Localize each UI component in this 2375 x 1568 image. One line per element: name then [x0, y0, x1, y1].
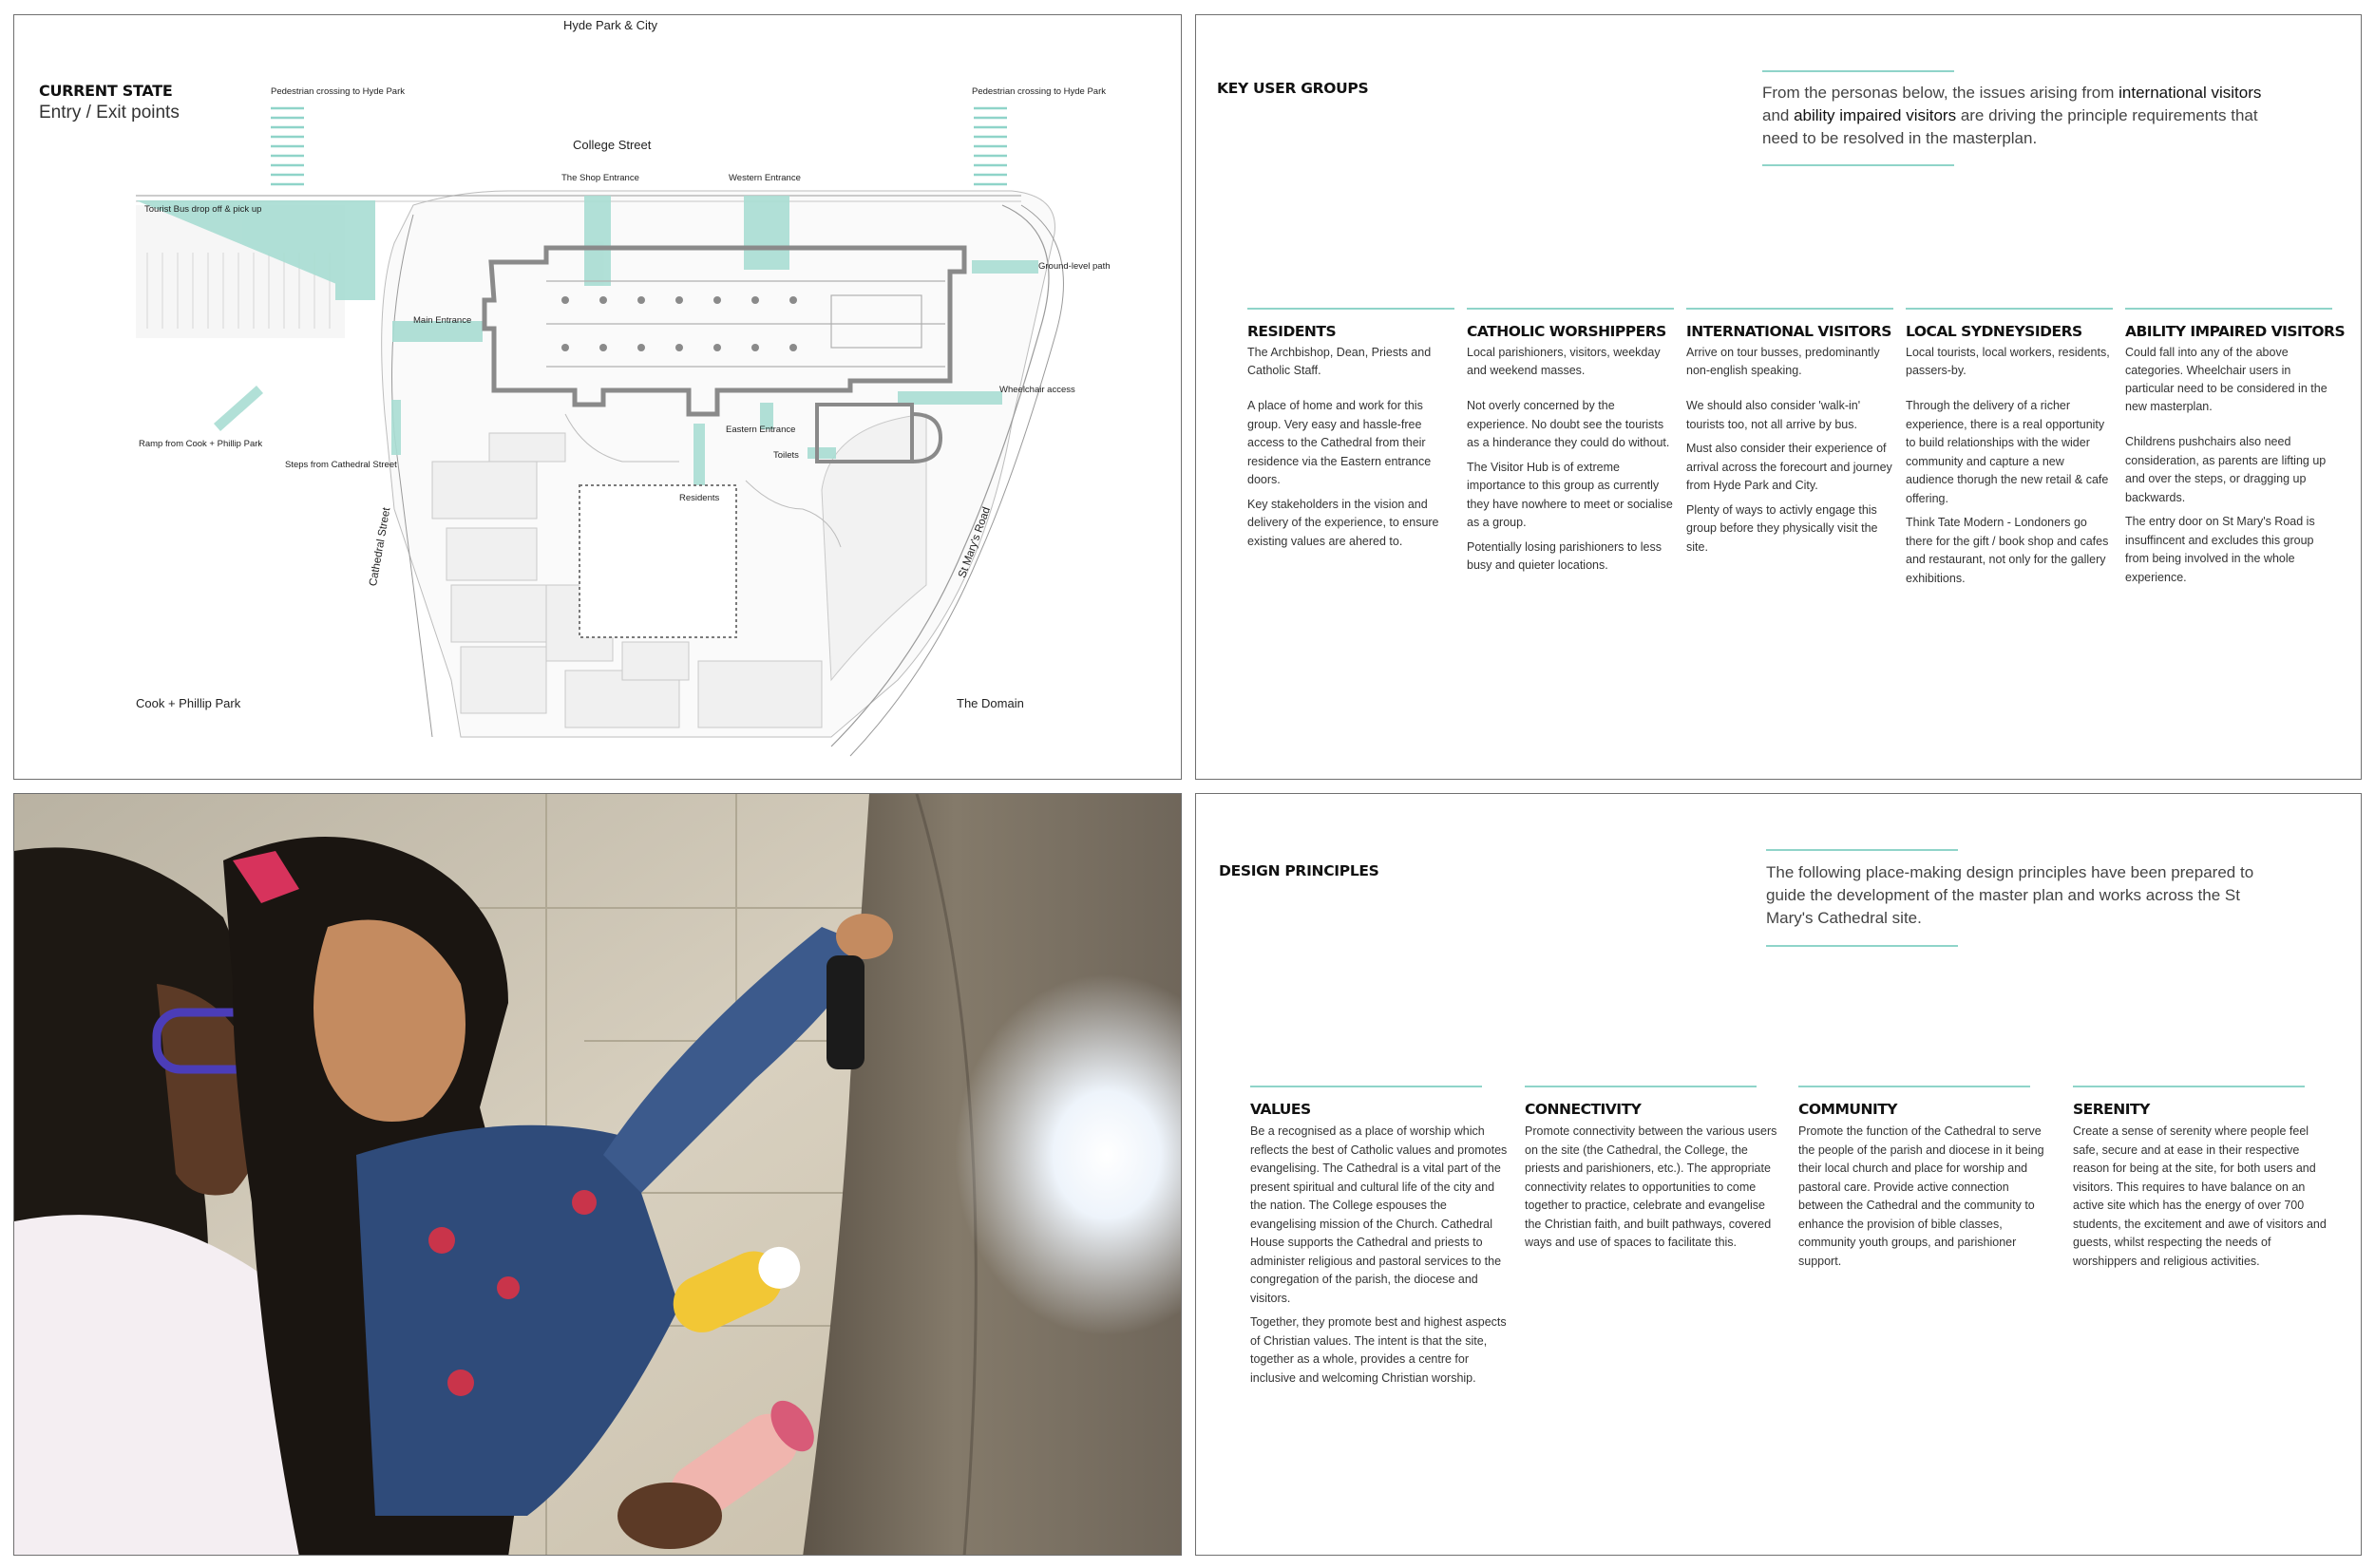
- label-pedestrian-left: Pedestrian crossing to Hyde Park: [271, 86, 405, 97]
- user-group-ability-impaired: ABILITY IMPAIRED VISITORS Could fall into any of the above categories. Wheelchair users in particular need to be considered in the new masterplan. Childrens pushchairs also need consideration, as parents are lifting up and over the steps, or dragging up backwards. The entry door on St Mary's Road is insuffincent and excludes this group from being involved in the whole experience.: [2125, 308, 2332, 593]
- user-groups-intro: From the personas below, the issues arising from international visitors and ability impaired visitors are driving the principle requirements that need to be resolved in the masterplan.: [1762, 84, 2262, 147]
- principle-serenity: SERENITY Create a sense of serenity where people feel safe, secure and at ease in their respective reason for being at the site, for both users and visitors. This requires to have balance on an active site which has the energy of over 700 students, the excitement and awe of visitors and guests, whilst respecting the needs of worshippers and religious activities.: [2073, 1086, 2331, 1276]
- label-toilets: Toilets: [773, 450, 799, 461]
- user-group-catholic-worshippers: CATHOLIC WORSHIPPERS Local parishioners, visitors, weekday and weekend masses. Not overly concerned by the experience. No doubt see the tourists as a hinderance they could do without. The Visitor Hub is of extreme importance to this group as currently they have nowhere to meet or socialise as a group. Potentially losing parishioners to less busy and quieter locations.: [1467, 308, 1674, 581]
- intro-top-rule: [1762, 70, 1954, 72]
- map-subheading: Entry / Exit points: [39, 103, 180, 123]
- design-principles-heading: DESIGN PRINCIPLES: [1219, 862, 1379, 879]
- label-cathedral-street: Cathedral Street: [368, 506, 393, 588]
- user-group-local-sydneysiders: LOCAL SYDNEYSIDERS Local tourists, local workers, residents, passers-by. Through the delivery of a richer experience, there is a real opportunity to build relationships with the wider community and capture a new audience thorugh the new retail & cafe offering. Think Tate Modern - Londoners go there for the gift / book shop and cafes and restaurant, not only for the gallery exhibitions.: [1906, 308, 2113, 594]
- principle-values: VALUES Be a recognised as a place of worship which reflects the best of Catholic values and promotes evangelising. The Cathedral is a vital part of the present spiritual and cultural life of the city and the nation. The College espouses the evangelising mission of the Church. Cathedral House supports the Cathedral and priests to administer religious and pastoral services to the congregation of the parish, the diocese and visitors. Together, they promote best and highest aspects of Christian values. The intent is that the site, together as a whole, provides a centre for inclusive and welcoming Christian worship.: [1250, 1086, 1509, 1393]
- label-hyde-park-city: Hyde Park & City: [563, 18, 657, 32]
- label-eastern-entrance: Eastern Entrance: [726, 425, 796, 435]
- design-intro-top-rule: [1766, 849, 1958, 851]
- label-steps: Steps from Cathedral Street: [285, 460, 397, 470]
- label-residents: Residents: [679, 493, 720, 503]
- key-user-groups-panel: [1195, 14, 2362, 780]
- label-college-street: College Street: [573, 138, 652, 152]
- label-ground-path: Ground-level path: [1038, 261, 1111, 272]
- design-intro-bottom-rule: [1766, 945, 1958, 947]
- user-group-international-visitors: INTERNATIONAL VISITORS Arrive on tour busses, predominantly non-english speaking. We should also consider 'walk-in' tourists too, not all arrive by bus. Must also consider their experience of arrival across the forecourt and journey from Hyde Park and City. Plenty of ways to activly engage this group before they physically visit the site.: [1686, 308, 1893, 562]
- label-shop-entrance: The Shop Entrance: [561, 173, 639, 183]
- design-intro: The following place-making design principles have been prepared to guide the development of the master plan and works across the St Mary's Cathedral site.: [1766, 863, 2254, 927]
- label-main-entrance: Main Entrance: [413, 315, 472, 326]
- site-map-panel: [13, 14, 1182, 780]
- label-wheelchair: Wheelchair access: [999, 385, 1075, 395]
- label-ramp: Ramp from Cook + Phillip Park: [139, 439, 263, 449]
- intro-bottom-rule: [1762, 164, 1954, 166]
- label-st-marys-road: St Mary's Road: [957, 505, 994, 580]
- label-tourist-bus: Tourist Bus drop off & pick up: [144, 204, 262, 215]
- label-cook-phillip: Cook + Phillip Park: [136, 696, 241, 710]
- principle-connectivity: CONNECTIVITY Promote connectivity between the various users on the site (the Cathedral, the College, the priests and parishioners, etc.). The appropriate connectivity relates to opportunities to come together to practice, celebrate and evangelise the Christian faith, and built pathways, covered ways and use of spaces to facilitate this.: [1525, 1086, 1783, 1258]
- label-the-domain: The Domain: [957, 696, 1024, 710]
- map-heading: CURRENT STATE: [39, 82, 173, 100]
- principle-community: COMMUNITY Promote the function of the Cathedral to serve the people of the parish and diocese in it being their local church and place for worship and pastoral care. Provide active connection between the Cathedral and the community to enhance the provision of bible classes, community youth groups, and parishioner support.: [1798, 1086, 2057, 1276]
- site-plan-drawing: [14, 15, 1182, 780]
- photo-illustration: [14, 794, 1182, 1556]
- user-groups-heading: KEY USER GROUPS: [1217, 80, 1369, 97]
- label-western-entrance: Western Entrance: [729, 173, 801, 183]
- children-exploring-photo: [13, 793, 1182, 1556]
- label-pedestrian-right: Pedestrian crossing to Hyde Park: [972, 86, 1106, 97]
- user-group-residents: RESIDENTS The Archbishop, Dean, Priests and Catholic Staff. A place of home and work for this group. Very easy and hassle-free access to the Cathedral from their residence via the Eastern entrance doors. Key stakeholders in the vision and delivery of the experience, to ensure existing values are ahered to.: [1247, 308, 1454, 557]
